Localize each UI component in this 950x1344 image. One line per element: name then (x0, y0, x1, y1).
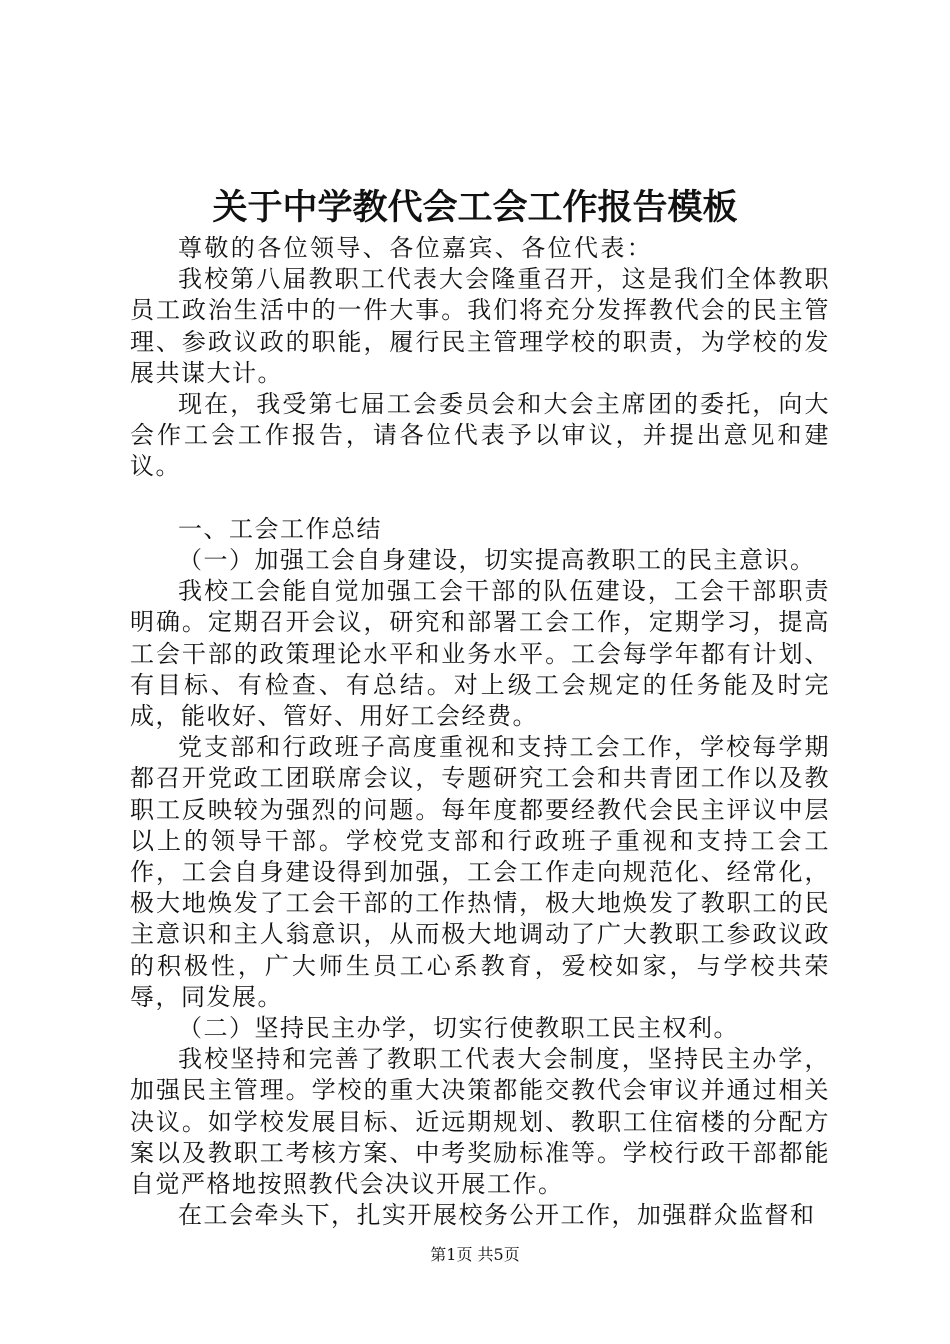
document-title: 关于中学教代会工会工作报告模板 (212, 187, 738, 228)
paragraph-union-building: 我校工会能自觉加强工会干部的队伍建设，工会干部职责明确。定期召开会议，研究和部署工会工作，定期学习，提高工会干部的政策理论水平和业务水平。工会每学年都有计划、有目标、有检查、有总结。对上级工会规定的任务能及时完成，能收好、管好、用好工会经费。 (130, 577, 830, 731)
page-footer: 第1页 共5页 (430, 1245, 520, 1264)
paragraph-democratic-management: 我校坚持和完善了教职工代表大会制度，坚持民主办学，加强民主管理。学校的重大决策都能交教代会审议并通过相关决议。如学校发展目标、近远期规划、教职工住宿楼的分配方案以及教职工考核方案、中考奖励标准等。学校行政干部都能自觉严格地按照教代会决议开展工作。 (130, 1045, 830, 1199)
document-body (130, 233, 830, 1231)
paragraph-salutation: 尊敬的各位领导、各位嘉宾、各位代表： (178, 234, 654, 262)
paragraph-school-affairs: 在工会牵头下，扎实开展校务公开工作，加强群众监督和 (178, 1201, 816, 1230)
section-heading-summary: 一、工会工作总结 (178, 514, 382, 543)
subsection-heading-1: （一）加强工会自身建设，切实提高教职工的民主意识。 (178, 546, 816, 575)
paragraph-party-support: 党支部和行政班子高度重视和支持工会工作，学校每学期都召开党政工团联席会议，专题研究工会和共青团工作以及教职工反映较为强烈的问题。每年度都要经教代会民主评议中层以上的领导干部。学校党支部和行政班子重视和支持工会工作，工会自身建设得到加强，工会工作走向规范化、经常化，极大地焕发了工会干部的工作热情，极大地焕发了教职工的民主意识和主人翁意识，从而极大地调动了广大教职工参政议政的积极性，广大师生员工心系教育，爱校如家，与学校共荣辱，同发展。 (130, 733, 830, 1011)
paragraph-opening: 我校第八届教职工代表大会隆重召开，这是我们全体教职员工政治生活中的一件大事。我们将充分发挥教代会的民主管理、参政议政的职能，履行民主管理学校的职责，为学校的发展共谋大计。 (130, 265, 830, 387)
paragraph-report-intro: 现在，我受第七届工会委员会和大会主席团的委托，向大会作工会工作报告，请各位代表予以审议，并提出意见和建议。 (130, 390, 830, 481)
subsection-heading-2: （二）坚持民主办学，切实行使教职工民主权利。 (178, 1014, 739, 1043)
